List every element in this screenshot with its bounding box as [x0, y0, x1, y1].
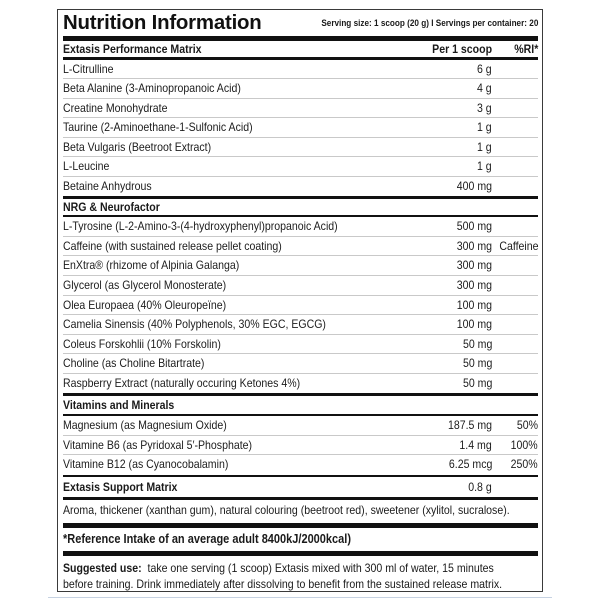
ingredient-name: Olea Europaea (40% Oleuropeïne) [63, 297, 227, 312]
support-matrix-amount: 0.8 g [468, 480, 492, 495]
table-row [63, 256, 538, 276]
ingredient-amount: 50 mg [462, 375, 492, 390]
table-row [63, 276, 538, 296]
ingredient-amount: 1.4 mg [459, 437, 492, 452]
table-row [63, 237, 538, 257]
suggested-use-line-1 [63, 560, 494, 577]
table-row [63, 296, 538, 316]
support-ingredients: Aroma, thickener (xanthan gum), natural colouring (beetroot red), sweetener (xylitol, sucralose). [63, 502, 510, 517]
ingredient-amount: 50 mg [462, 356, 492, 371]
divider-thick [63, 551, 538, 556]
table-row [63, 79, 538, 99]
ingredient-amount: 1 g [477, 159, 492, 174]
ingredient-name: Caffeine (with sustained release pellet coating) [63, 238, 282, 253]
section-header-vitamins-minerals [63, 396, 538, 414]
ingredient-amount: 3 g [477, 100, 492, 115]
ingredient-name: Magnesium (as Magnesium Oxide) [63, 418, 227, 433]
ingredient-ri: 250% [510, 457, 538, 472]
ingredient-amount: 300 mg [456, 277, 492, 292]
section-title: Vitamins and Minerals [63, 397, 175, 412]
ingredient-name: Glycerol (as Glycerol Monosterate) [63, 277, 227, 292]
nutrition-label [57, 9, 543, 592]
ingredient-name: EnXtra® (rhizome of Alpinia Galanga) [63, 258, 240, 273]
table-row [63, 99, 538, 119]
section-title: Extasis Performance Matrix [63, 42, 202, 56]
table-row [63, 416, 538, 436]
table-row [63, 60, 538, 80]
ingredient-name: L-Leucine [63, 159, 110, 174]
table-row [63, 315, 538, 335]
column-header-amount: Per 1 scoop [432, 42, 492, 56]
column-header-ri: %RI* [513, 42, 538, 56]
reference-intake-note: *Reference Intake of an average adult 8400kJ/2000kcal) [63, 531, 351, 546]
section-title: Extasis Support Matrix [63, 480, 178, 495]
table-row [63, 455, 538, 475]
suggested-use-text: take one serving (1 scoop) Extasis mixed with 300 ml of water, 15 minutes [147, 560, 494, 575]
ingredient-amount: 300 mg [456, 258, 492, 273]
ingredient-amount: 1 g [477, 139, 492, 154]
ingredient-amount: 6.25 mcg [448, 457, 492, 472]
ingredient-name: Betaine Anhydrous [63, 178, 152, 193]
suggested-use-label: Suggested use: [63, 560, 142, 575]
ingredient-name: Vitamine B12 (as Cyanocobalamin) [63, 457, 229, 472]
ingredient-amount: 500 mg [456, 219, 492, 234]
ingredient-name: Vitamine B6 (as Pyridoxal 5′-Phosphate) [63, 437, 253, 452]
ingredient-amount: 6 g [477, 61, 492, 76]
ingredient-name: Taurine (2-Aminoethane-1-Sulfonic Acid) [63, 120, 253, 135]
label-title: Nutrition Information [63, 12, 262, 34]
ingredient-name: Raspberry Extract (naturally occuring Ketones 4%) [63, 375, 301, 390]
section-header-performance-matrix [63, 41, 538, 57]
ingredient-amount: 400 mg [456, 178, 492, 193]
table-row [63, 118, 538, 138]
suggested-use-line-2: before training. Drink immediately after dissolving to benefit from the sustained release matrix. [63, 577, 503, 592]
ingredient-name: L-Citrulline [63, 61, 114, 76]
ingredient-amount: 50 mg [462, 336, 492, 351]
table-row [63, 177, 538, 197]
serving-info: Serving size: 1 scoop (20 g) I Servings per container: 20 [320, 18, 538, 29]
ingredient-name: Beta Alanine (3-Aminopropanoic Acid) [63, 81, 241, 96]
ingredient-ri: 100% [510, 437, 538, 452]
section-header-nrg-neurofactor [63, 199, 538, 215]
title-row [63, 10, 538, 36]
table-row [63, 374, 538, 394]
table-row [63, 436, 538, 456]
suggested-use [63, 560, 538, 593]
page-bottom-rule [48, 597, 552, 598]
ingredient-name: Creatine Monohydrate [63, 100, 168, 115]
table-row [63, 354, 538, 374]
ingredient-ri: 50% [516, 418, 538, 433]
ingredient-amount: 1 g [477, 120, 492, 135]
table-row [63, 138, 538, 158]
support-matrix-header [63, 477, 538, 497]
ingredient-amount: 100 mg [456, 317, 492, 332]
ingredient-amount: 4 g [477, 81, 492, 96]
ingredient-amount: 187.5 mg [447, 418, 492, 433]
ingredient-name: Coleus Forskohlii (10% Forskolin) [63, 336, 221, 351]
ingredient-name: Camelia Sinensis (40% Polyphenols, 30% EGC, EGCG) [63, 317, 326, 332]
ingredient-ri: Caffeine [498, 238, 538, 253]
table-row [63, 217, 538, 237]
ingredient-amount: 300 mg [456, 238, 492, 253]
ingredient-name: Beta Vulgaris (Beetroot Extract) [63, 139, 212, 154]
table-row [63, 157, 538, 177]
section-title: NRG & Neurofactor [63, 199, 160, 214]
ingredient-name: L-Tyrosine (L-2-Amino-3-(4-hydroxyphenyl)propanoic Acid) [63, 219, 338, 234]
ingredient-name: Choline (as Choline Bitartrate) [63, 356, 205, 371]
table-row [63, 335, 538, 355]
nutrition-label-content [63, 10, 538, 593]
ingredient-amount: 100 mg [456, 297, 492, 312]
